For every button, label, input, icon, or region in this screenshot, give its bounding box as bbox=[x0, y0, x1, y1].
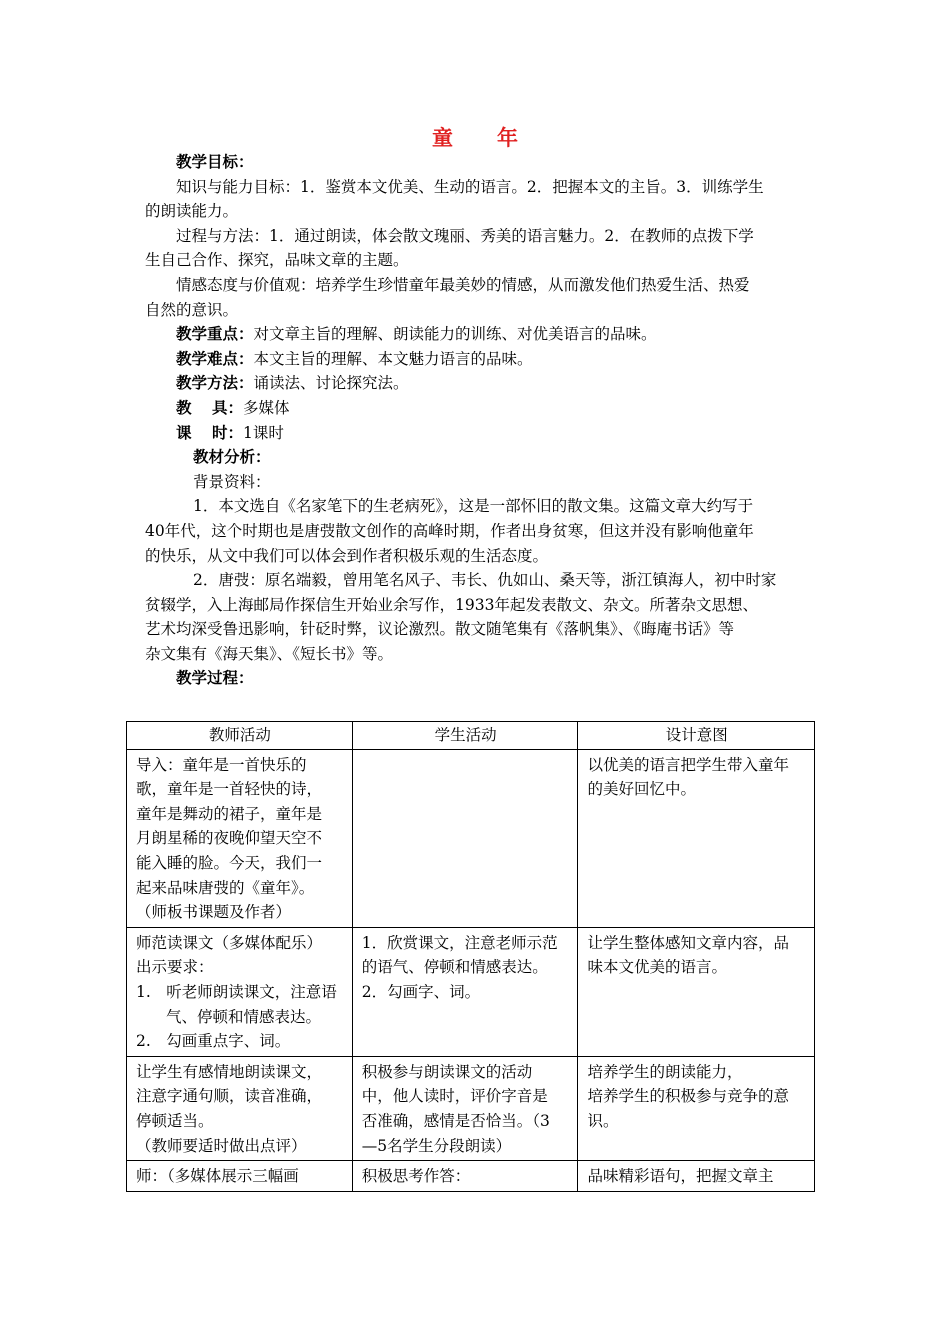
cell-line: 识。 bbox=[587, 1111, 619, 1130]
table-row bbox=[127, 927, 815, 1056]
title-char-2: 年 bbox=[497, 125, 518, 150]
knowledge-objective-line1: 知识与能力目标：1．鉴赏本文优美、生动的语言。2．把握本文的主旨。3．训练学生 bbox=[176, 177, 764, 196]
hours-text: 1课时 bbox=[243, 423, 284, 442]
cell-line: 培养学生的朗读能力， bbox=[587, 1062, 743, 1081]
requirement-item-1: 1. 听老师朗读课文，注意语气、停顿和情感表达。 bbox=[136, 982, 337, 1026]
table-row bbox=[127, 1161, 815, 1192]
title-char-1: 童 bbox=[432, 125, 453, 150]
difficulties bbox=[145, 347, 813, 372]
r3-teacher-cell bbox=[127, 1056, 353, 1160]
cell-line: 中，他人读时，评价字音是 bbox=[361, 1087, 548, 1106]
cell-line: 歌，童年是一首轻快的诗， bbox=[136, 780, 323, 799]
cell-line: 积极思考作答： bbox=[361, 1167, 471, 1186]
r2-intent-cell bbox=[578, 927, 815, 1056]
hours-label-a: 课 bbox=[176, 422, 192, 442]
tools bbox=[145, 396, 813, 421]
cell-line: 师：（多媒体展示三幅画 bbox=[136, 1167, 299, 1186]
header-intent: 设计意图 bbox=[578, 722, 815, 750]
cell-line: 的美好回忆中。 bbox=[587, 780, 696, 799]
cell-line: 停顿适当。 bbox=[136, 1111, 214, 1130]
cell-line: 培养学生的积极参与竞争的意 bbox=[587, 1087, 789, 1106]
cell-line: 味本文优美的语言。 bbox=[587, 958, 727, 977]
cell-line: 让学生有感情地朗读课文， bbox=[136, 1062, 323, 1081]
cell-line: 能入睡的脸。今天，我们一 bbox=[136, 853, 323, 872]
cell-line: 品味精彩语句，把握文章主 bbox=[587, 1167, 774, 1186]
tools-label-a: 教 bbox=[176, 397, 192, 417]
header-teacher: 教师活动 bbox=[127, 722, 353, 750]
r2-student-cell bbox=[352, 927, 578, 1056]
r2-teacher-cell bbox=[127, 927, 353, 1056]
emotion-objective-line1: 情感态度与价值观：培养学生珍惜童年最美妙的情感，从而激发他们热爱生活、热爱 bbox=[176, 275, 750, 294]
cell-line: 起来品味唐弢的《童年》。 bbox=[136, 878, 315, 897]
table-row bbox=[127, 1056, 815, 1160]
knowledge-objective-line2: 的朗读能力。 bbox=[145, 202, 239, 221]
cell-line: 童年是舞动的裙子，童年是 bbox=[136, 804, 323, 823]
r4-teacher-cell bbox=[127, 1161, 353, 1192]
analysis-heading: 教材分析： bbox=[193, 447, 271, 467]
emotion-objective-line2: 自然的意识。 bbox=[145, 300, 239, 319]
document-body bbox=[145, 150, 813, 691]
cell-line: 师范读课文（多媒体配乐） bbox=[136, 933, 323, 952]
cell-line: 积极参与朗读课文的活动 bbox=[361, 1062, 533, 1081]
document-title bbox=[0, 122, 950, 152]
tools-text: 多媒体 bbox=[243, 398, 290, 417]
r4-intent-cell bbox=[578, 1161, 815, 1192]
key-points-label: 教学重点： bbox=[176, 324, 254, 344]
background-p2-line2: 贫辍学，入上海邮局作探信生开始业余写作，1933年起发表散文、杂文。所著杂文思想、 bbox=[145, 595, 758, 614]
r4-student-cell bbox=[352, 1161, 578, 1192]
cell-line: 让学生整体感知文章内容，品 bbox=[587, 933, 789, 952]
cell-line: 的语气、停顿和情感表达。 bbox=[361, 958, 548, 977]
table-row bbox=[127, 749, 815, 927]
background-p2-line4: 杂文集有《海天集》、《短长书》等。 bbox=[145, 644, 394, 663]
background-p2-line1: 2．唐弢：原名端毅，曾用笔名风子、韦长、仇如山、桑天等，浙江镇海人，初中时家 bbox=[193, 571, 777, 590]
background-label: 背景资料： bbox=[193, 472, 271, 491]
r1-student-cell bbox=[352, 749, 578, 927]
difficulties-text: 本文主旨的理解、本文魅力语言的品味。 bbox=[253, 349, 533, 368]
requirement-item-2: 2. 勾画重点字、词。 bbox=[136, 1032, 291, 1051]
key-points-text: 对文章主旨的理解、朗读能力的训练、对优美语言的品味。 bbox=[253, 325, 657, 344]
methods bbox=[145, 371, 813, 396]
cell-line: 2．勾画字、词。 bbox=[361, 982, 481, 1001]
cell-line: 注意字通句顺，读音准确， bbox=[136, 1087, 323, 1106]
cell-line: 1．欣赏课文，注意老师示范 bbox=[361, 933, 558, 952]
r3-student-cell bbox=[352, 1056, 578, 1160]
cell-line: （师板书课题及作者） bbox=[136, 903, 292, 922]
r3-intent-cell bbox=[578, 1056, 815, 1160]
process-objective-line1: 过程与方法：1．通过朗读，体会散文瑰丽、秀美的语言魅力。2．在教师的点拨下学 bbox=[176, 226, 754, 245]
key-points bbox=[145, 322, 813, 347]
hours bbox=[145, 421, 813, 446]
objectives-heading: 教学目标： bbox=[176, 152, 254, 171]
cell-line: 导入：童年是一首快乐的 bbox=[136, 755, 307, 774]
process-objective-line2: 生自己合作、探究，品味文章的主题。 bbox=[145, 251, 409, 270]
process-heading: 教学过程： bbox=[176, 668, 254, 688]
header-student: 学生活动 bbox=[352, 722, 578, 750]
cell-line: 否准确，感情是否恰当。（3 bbox=[361, 1111, 550, 1130]
methods-text: 诵读法、讨论探究法。 bbox=[253, 374, 409, 393]
teaching-process-table bbox=[126, 721, 815, 1192]
table-header-row bbox=[127, 722, 815, 750]
difficulties-label: 教学难点： bbox=[176, 348, 254, 368]
cell-line: （教师要适时做出点评） bbox=[136, 1136, 307, 1155]
r1-teacher-cell bbox=[127, 749, 353, 927]
cell-line: 月朗星稀的夜晚仰望天空不 bbox=[136, 829, 323, 848]
background-p1-line2: 40年代，这个时期也是唐弢散文创作的高峰时期，作者出身贫寒，但这并没有影响他童年 bbox=[145, 521, 754, 540]
cell-line: 以优美的语言把学生带入童年 bbox=[587, 755, 789, 774]
r1-intent-cell bbox=[578, 749, 815, 927]
background-p1-line1: 1．本文选自《名家笔下的生老病死》，这是一部怀旧的散文集。这篇文章大约写于 bbox=[193, 497, 754, 516]
hours-label-b: 时： bbox=[212, 422, 244, 442]
methods-label: 教学方法： bbox=[176, 373, 254, 393]
background-p2-line3: 艺术均深受鲁迅影响，针砭时弊，议论激烈。散文随笔集有《落帆集》、《晦庵书话》等 bbox=[145, 620, 735, 639]
background-p1-line3: 的快乐，从文中我们可以体会到作者积极乐观的生活态度。 bbox=[145, 546, 549, 565]
cell-line: —5名学生分段朗读） bbox=[361, 1136, 512, 1155]
cell-line: 出示要求： bbox=[136, 958, 214, 977]
tools-label-b: 具： bbox=[212, 397, 244, 417]
